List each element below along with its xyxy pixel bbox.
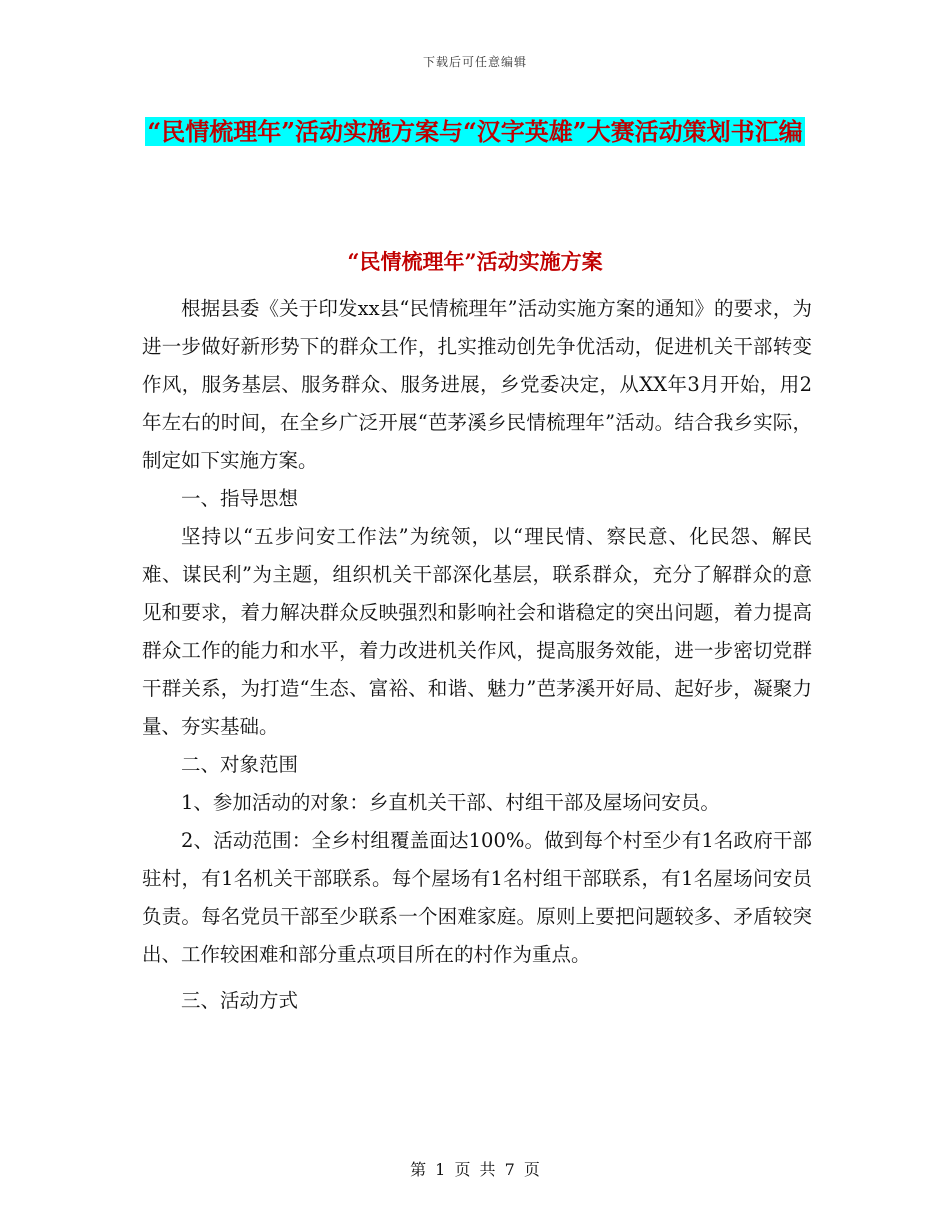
section-title: “民情梳理年”活动实施方案	[347, 249, 603, 274]
document-body	[142, 290, 812, 1020]
paragraph-intro: 根据县委《关于印发xx县“民情梳理年”活动实施方案的通知》的要求，为进一步做好新形势下的群众工作，扎实推动创先争优活动，促进机关干部转变作风，服务基层、服务群众、服务进展，乡党委决定，从XX年3月开始，用2年左右的时间，在全乡广泛开展“芭茅溪乡民情梳理年”活动。结合我乡实际，制定如下实施方案。	[142, 297, 812, 472]
page-number: 第 1 页 共 7 页	[410, 1160, 540, 1179]
heading-scope: 二、对象范围	[181, 753, 299, 776]
document-title	[140, 110, 810, 154]
paragraph-scope-objects: 1、参加活动的对象：乡直机关干部、村组干部及屋场问安员。	[181, 791, 720, 814]
heading-activity-method: 三、活动方式	[181, 989, 299, 1012]
paragraph-guiding-ideology: 坚持以“五步问安工作法”为统领，以“理民情、察民意、化民怨、解民难、谋民利”为主题，组织机关干部深化基层，联系群众，充分了解群众的意见和要求，着力解决群众反映强烈和影响社会和谐稳定的突出问题，着力提高群众工作的能力和水平，着力改进机关作风，提高服务效能，进一步密切党群干群关系，为打造“生态、富裕、和谐、魅力”芭茅溪开好局、起好步，凝聚力量、夯实基础。	[142, 525, 812, 738]
paragraph-scope-range: 2、活动范围：全乡村组覆盖面达100%。做到每个村至少有1名政府干部驻村，有1名机关干部联系。每个屋场有1名村组干部联系，有1名屋场问安员负责。每名党员干部至少联系一个困难家庭。原则上要把问题较多、矛盾较突出、工作较困难和部分重点项目所在的村作为重点。	[142, 829, 812, 966]
heading-guiding-ideology: 一、指导思想	[181, 487, 299, 510]
document-title-text: “民情梳理年”活动实施方案与“汉字英雄”大赛活动策划书汇编	[147, 117, 803, 146]
header-note: 下载后可任意编辑	[422, 55, 527, 69]
